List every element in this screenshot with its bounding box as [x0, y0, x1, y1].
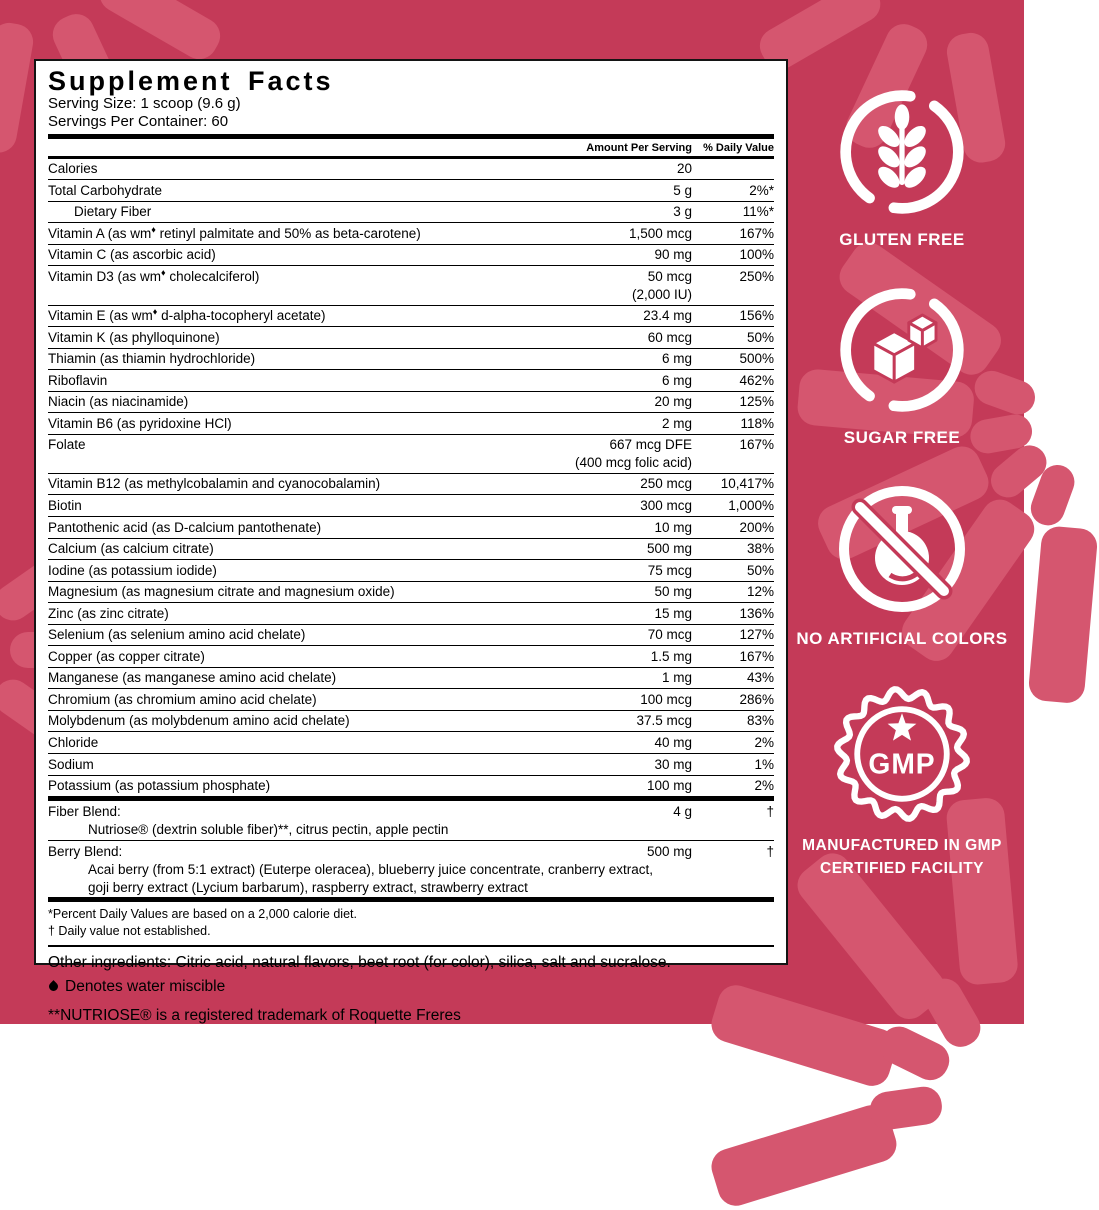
amount-cell: 2 mg	[661, 415, 692, 431]
slice-petal	[0, 20, 36, 155]
facts-rows	[48, 159, 774, 898]
nutrient-name: Manganese (as manganese amino acid chelate)	[48, 670, 337, 686]
footnotes	[48, 897, 774, 945]
nutrient-name: Magnesium (as magnesium citrate and magnesium oxide)	[48, 584, 395, 600]
badge-sugar-free	[834, 282, 970, 451]
slice-petal	[868, 1084, 945, 1132]
flask-prohibited-icon	[832, 479, 972, 619]
nutrient-name: Vitamin B6 (as pyridoxine HCl)	[48, 415, 232, 431]
nutrient-name: Total Carbohydrate	[48, 182, 163, 198]
daily-value-cell: 167%	[739, 225, 774, 241]
amount-cell: 23.4 mg	[643, 308, 692, 324]
daily-value-header: % Daily Value	[703, 141, 774, 154]
amount-cell: 20	[676, 161, 692, 177]
amount-cell: 1.5 mg	[650, 648, 692, 664]
nutrient-name: Thiamin (as thiamin hydrochloride)	[48, 351, 256, 367]
amount-cell: 667 mcg DFE (400 mcg folic acid)	[542, 436, 692, 471]
badge-no-artificial-colors	[796, 479, 1007, 652]
amount-cell: 50 mcg (2,000 IU)	[542, 268, 692, 303]
facts-row	[48, 602, 774, 624]
facts-row	[48, 244, 774, 266]
daily-value-cell: 156%	[739, 308, 774, 324]
amount-cell: 4 g	[673, 803, 692, 819]
amount-cell: 5 g	[673, 182, 692, 198]
daily-value-cell: 167%	[739, 648, 774, 664]
daily-value-cell: 100%	[739, 247, 774, 263]
facts-row	[48, 179, 774, 201]
nutrient-name: Zinc (as zinc citrate)	[48, 605, 169, 621]
amount-per-serving-header: Amount Per Serving	[586, 141, 692, 154]
nutrient-name: Folate	[48, 437, 86, 453]
nutrient-name: Fiber Blend:	[48, 803, 121, 819]
daily-value-cell: 50%	[746, 562, 774, 578]
nutrient-name: Calories	[48, 161, 98, 177]
amount-cell: 30 mg	[654, 756, 692, 772]
facts-row	[48, 222, 774, 244]
nutrient-name: Molybdenum (as molybdenum amino acid chelate)	[48, 713, 350, 729]
gmp-label	[796, 834, 1008, 881]
amount-cell: 40 mg	[654, 734, 692, 750]
nutrient-name: Vitamin A (as wm♦ retinyl palmitate and 50% as beta-carotene)	[48, 224, 421, 241]
amount-cell: 300 mcg	[640, 497, 692, 513]
blend-ingredients: Acai berry (from 5:1 extract) (Euterpe oleracea), blueberry juice concentrate, cranberry extract, goji berry extract (Lycium barbarum), raspberry extract, strawberry extract	[88, 862, 653, 895]
slice-petal	[1027, 525, 1098, 704]
servings-per-container: Servings Per Container: 60	[48, 113, 229, 131]
badge-column	[793, 84, 1011, 880]
daily-value-cell: 127%	[739, 627, 774, 643]
facts-row	[48, 667, 774, 689]
facts-row	[48, 159, 774, 180]
daily-value-cell: 2%*	[749, 182, 774, 198]
other-ingredients-section	[48, 945, 774, 1026]
nutrient-name: Calcium (as calcium citrate)	[48, 541, 214, 557]
facts-row	[48, 348, 774, 370]
gluten-free-label: GLUTEN FREE	[839, 230, 965, 249]
facts-row	[48, 473, 774, 495]
other-ingredients: Other ingredients: Citric acid, natural flavors, beet root (for color), silica, salt and sucralose.	[48, 953, 671, 971]
daily-value-cell: 136%	[739, 605, 774, 621]
nutrient-name: Copper (as copper citrate)	[48, 648, 205, 664]
facts-row	[48, 559, 774, 581]
badge-gluten-free	[834, 84, 970, 253]
daily-value-cell: 50%	[746, 329, 774, 345]
amount-cell: 15 mg	[654, 605, 692, 621]
supplement-facts-title: Supplement Facts	[48, 66, 334, 96]
amount-cell: 1 mg	[661, 670, 692, 686]
nutrient-name: Sodium	[48, 756, 94, 772]
daily-value-cell: 118%	[740, 415, 774, 431]
nutrient-name: Riboflavin	[48, 372, 108, 388]
nutrient-name: Vitamin K (as phylloquinone)	[48, 329, 220, 345]
facts-row	[48, 326, 774, 348]
facts-row	[48, 391, 774, 413]
amount-cell: 60 mcg	[647, 329, 692, 345]
amount-cell: 75 mcg	[647, 562, 692, 578]
amount-cell: 50 mg	[654, 584, 692, 600]
daily-value-cell: 286%	[739, 691, 774, 707]
daily-value-cell: 2%	[754, 778, 774, 794]
facts-row	[48, 494, 774, 516]
facts-row	[48, 581, 774, 603]
water-miscible-note	[48, 977, 774, 997]
blend-ingredients: Nutriose® (dextrin soluble fiber)**, citrus pectin, apple pectin	[88, 822, 449, 838]
nutrient-name: Berry Blend:	[48, 843, 123, 859]
droplet-icon	[47, 980, 60, 993]
daily-value-cell	[692, 160, 774, 178]
daily-value-cell: 500%	[739, 351, 774, 367]
daily-value-cell: †	[766, 843, 774, 859]
amount-cell: 70 mcg	[647, 627, 692, 643]
nutrient-name: Iodine (as potassium iodide)	[48, 562, 217, 578]
header-spacer	[48, 142, 542, 154]
amount-cell: 500 mg	[646, 843, 692, 859]
facts-row	[48, 369, 774, 391]
daily-value-cell: 10,417%	[720, 476, 774, 492]
footnote-not-established: † Daily value not established.	[48, 923, 211, 938]
star-icon	[888, 713, 917, 741]
nutrient-name: Vitamin B12 (as methylcobalamin and cyanocobalamin)	[48, 476, 381, 492]
daily-value-cell: 250%	[739, 268, 774, 284]
amount-cell: 10 mg	[654, 519, 692, 535]
facts-row	[48, 731, 774, 753]
slice-petal	[93, 0, 227, 66]
badge-gmp	[796, 681, 1008, 881]
serving-size: Serving Size: 1 scoop (9.6 g)	[48, 95, 241, 113]
amount-cell: 20 mg	[654, 394, 692, 410]
nutrient-name: Potassium (as potassium phosphate)	[48, 778, 271, 794]
nutrient-name: Niacin (as niacinamide)	[48, 394, 189, 410]
amount-cell: 250 mcg	[640, 476, 692, 492]
daily-value-cell: 11%*	[742, 204, 774, 220]
amount-cell: 37.5 mcg	[636, 713, 692, 729]
daily-value-cell: 12%	[746, 584, 774, 600]
daily-value-cell: 462%	[739, 372, 774, 388]
nutrient-name: Chloride	[48, 734, 99, 750]
wheat-no-circle-icon	[834, 84, 970, 220]
daily-value-cell: 1%	[754, 756, 774, 772]
no-artificial-colors-label: NO ARTIFICIAL COLORS	[796, 629, 1008, 648]
facts-row	[48, 710, 774, 732]
amount-cell: 3 g	[673, 204, 692, 220]
gmp-seal-text: GMP	[868, 746, 936, 779]
water-miscible-text: Denotes water miscible	[65, 977, 226, 995]
daily-value-cell: 125%	[739, 394, 774, 410]
nutrient-name: Selenium (as selenium amino acid chelate)	[48, 627, 306, 643]
amount-cell: 500 mg	[646, 541, 692, 557]
amount-cell: 90 mg	[654, 247, 692, 263]
facts-header-row	[48, 139, 774, 159]
amount-cell: 6 mg	[661, 351, 692, 367]
amount-cell: 100 mcg	[640, 691, 692, 707]
facts-row	[48, 796, 774, 840]
facts-row	[48, 434, 774, 473]
footnote-daily-values: *Percent Daily Values are based on a 2,000 calorie diet.	[48, 906, 357, 921]
daily-value-cell: 83%	[746, 713, 774, 729]
amount-cell: 6 mg	[661, 372, 692, 388]
daily-value-cell: †	[766, 803, 774, 819]
nutrient-name: Chromium (as chromium amino acid chelate)	[48, 691, 317, 707]
facts-row	[48, 538, 774, 560]
nutrient-name: Vitamin E (as wm♦ d-alpha-tocopheryl acetate)	[48, 306, 326, 324]
facts-row	[48, 645, 774, 667]
daily-value-cell: 167%	[739, 437, 774, 453]
facts-row	[48, 516, 774, 538]
gmp-seal-icon	[829, 681, 975, 827]
facts-row	[48, 753, 774, 775]
facts-row	[48, 305, 774, 327]
sugar-cubes-no-circle-icon	[834, 282, 970, 418]
facts-row	[48, 201, 774, 223]
amount-cell: 100 mg	[646, 778, 692, 794]
nutrient-name: Pantothenic acid (as D-calcium pantothenate)	[48, 519, 322, 535]
gmp-label-line2: CERTIFIED FACILITY	[820, 859, 984, 877]
daily-value-cell: 200%	[739, 519, 774, 535]
daily-value-cell: 38%	[746, 541, 774, 557]
daily-value-cell: 2%	[754, 734, 774, 750]
nutrient-name: Dietary Fiber	[74, 204, 152, 220]
facts-row	[48, 688, 774, 710]
facts-row	[48, 624, 774, 646]
gmp-label-line1: MANUFACTURED IN GMP	[802, 836, 1002, 854]
facts-row	[48, 840, 774, 898]
nutrient-name: Vitamin C (as ascorbic acid)	[48, 247, 216, 263]
facts-row	[48, 775, 774, 797]
nutrient-name: Vitamin D3 (as wm♦ cholecalciferol)	[48, 267, 260, 284]
amount-cell: 1,500 mcg	[628, 225, 692, 241]
facts-row	[48, 265, 774, 304]
amount-secondary: (2,000 IU)	[631, 286, 692, 302]
daily-value-cell: 1,000%	[728, 497, 774, 513]
sugar-free-label: SUGAR FREE	[843, 427, 961, 447]
amount-secondary: (400 mcg folic acid)	[574, 454, 692, 470]
supplement-facts-panel	[34, 59, 788, 1024]
nutrient-name: Biotin	[48, 497, 82, 513]
facts-row	[48, 412, 774, 434]
trademark-note: **NUTRIOSE® is a registered trademark of Roquette Freres	[48, 1006, 461, 1024]
daily-value-cell: 43%	[746, 670, 774, 686]
